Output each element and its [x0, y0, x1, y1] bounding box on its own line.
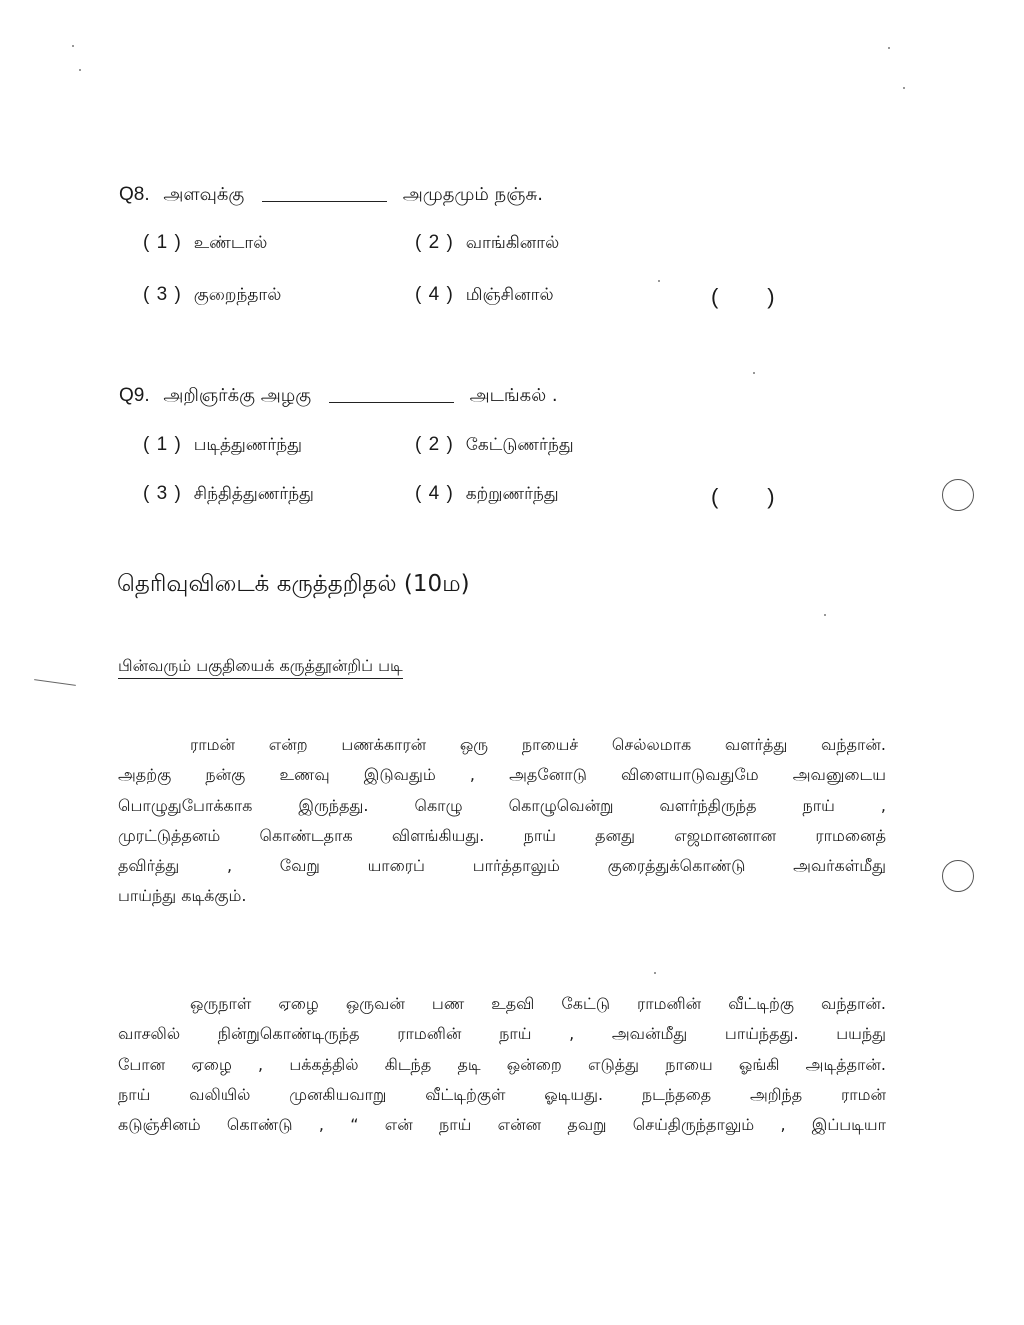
- scan-speck: [79, 69, 81, 71]
- option-number: ( 3 ): [143, 284, 182, 305]
- option-2: [415, 232, 559, 255]
- question-prefix: அளவுக்கு: [163, 184, 245, 205]
- option-4: [415, 284, 554, 307]
- option-number: ( 2 ): [415, 434, 454, 455]
- option-4: [415, 483, 559, 506]
- question-suffix: அடங்கல் .: [469, 385, 558, 406]
- punch-hole-icon: [942, 479, 974, 511]
- option-number: ( 4 ): [415, 483, 454, 504]
- passage-paragraph-1: [118, 730, 886, 912]
- option-1: [143, 434, 302, 457]
- option-number: ( 1 ): [143, 232, 182, 253]
- passage-line: கடுஞ்சினம் கொண்டு , “ என் நாய் என்ன தவறு செய்திருந்தாலும் , இப்படியா: [118, 1115, 886, 1135]
- question-suffix: அமுதமும் நஞ்சு.: [402, 184, 543, 205]
- instruction: பின்வரும் பகுதியைக் கருத்தூன்றிப் படி: [118, 656, 403, 679]
- scan-speck: [654, 972, 656, 974]
- section-title: தெரிவுவிடைக் கருத்தறிதல் (10ம): [117, 571, 470, 597]
- scan-mark: [34, 679, 76, 686]
- option-text: குறைந்தால்: [193, 285, 282, 305]
- option-number: ( 4 ): [415, 284, 454, 305]
- passage-paragraph-2: [118, 989, 886, 1140]
- option-3: [143, 284, 281, 307]
- option-text: உண்டால்: [193, 233, 268, 253]
- passage-line: அதற்கு நன்கு உணவு இடுவதும் , அதனோடு விளையாடுவதுமே அவனுடைய: [118, 765, 886, 785]
- option-number: ( 1 ): [143, 434, 182, 455]
- passage-line: தவிர்த்து , வேறு யாரைப் பார்த்தாலும் குரைத்துக்கொண்டு அவர்கள்மீது: [118, 856, 886, 876]
- option-text: சிந்தித்துணர்ந்து: [193, 484, 314, 504]
- passage-line: வாசலில் நின்றுகொண்டிருந்த ராமனின் நாய் , அவன்மீது பாய்ந்தது. பயந்து: [118, 1024, 886, 1044]
- scan-speck: [72, 45, 74, 47]
- answer-box: ( ): [711, 484, 775, 509]
- scan-speck: [824, 614, 826, 616]
- option-text: கற்றுணர்ந்து: [465, 484, 559, 504]
- option-text: வாங்கினால்: [465, 233, 560, 253]
- scan-speck: [753, 372, 755, 374]
- question-prefix: அறிஞர்க்கு அழகு: [163, 385, 312, 406]
- question-number: Q8.: [119, 184, 150, 205]
- passage-line: போன ஏழை , பக்கத்தில் கிடந்த தடி ஒன்றை எடுத்து நாயை ஓங்கி அடித்தான்.: [118, 1054, 886, 1074]
- question-9: [119, 385, 558, 408]
- option-3: [143, 483, 314, 506]
- option-text: மிஞ்சினால்: [465, 285, 554, 305]
- scan-speck: [888, 47, 890, 49]
- passage-line: பாய்ந்து கடிக்கும்.: [118, 886, 247, 906]
- option-number: ( 2 ): [415, 232, 454, 253]
- answer-blank: [329, 402, 454, 403]
- passage-line: ராமன் என்ற பணக்காரன் ஒரு நாயைச் செல்லமாக வளர்த்து வந்தான்.: [190, 735, 886, 754]
- scan-speck: [903, 87, 905, 89]
- answer-blank: [262, 201, 387, 202]
- option-1: [143, 232, 267, 255]
- option-text: கேட்டுணர்ந்து: [465, 435, 574, 455]
- passage-line: ஒருநாள் ஏழை ஒருவன் பண உதவி கேட்டு ராமனின் வீட்டிற்கு வந்தான்.: [190, 994, 886, 1013]
- passage-line: நாய் வலியில் முனகியவாறு வீட்டிற்குள் ஓடியது. நடந்ததை அறிந்த ராமன்: [118, 1084, 886, 1104]
- option-2: [415, 434, 574, 457]
- scan-speck: [658, 280, 660, 282]
- passage-line: பொழுதுபோக்காக இருந்தது. கொழு கொழுவென்று வளர்ந்திருந்த நாய் ,: [118, 795, 886, 815]
- question-8: [119, 184, 543, 207]
- option-text: படித்துணர்ந்து: [193, 435, 302, 455]
- answer-box: ( ): [711, 284, 775, 309]
- option-number: ( 3 ): [143, 483, 182, 504]
- passage-line: முரட்டுத்தனம் கொண்டதாக விளங்கியது. நாய் தனது எஜமானனான ராமனைத்: [118, 825, 886, 845]
- punch-hole-icon: [942, 860, 974, 892]
- question-number: Q9.: [119, 385, 150, 406]
